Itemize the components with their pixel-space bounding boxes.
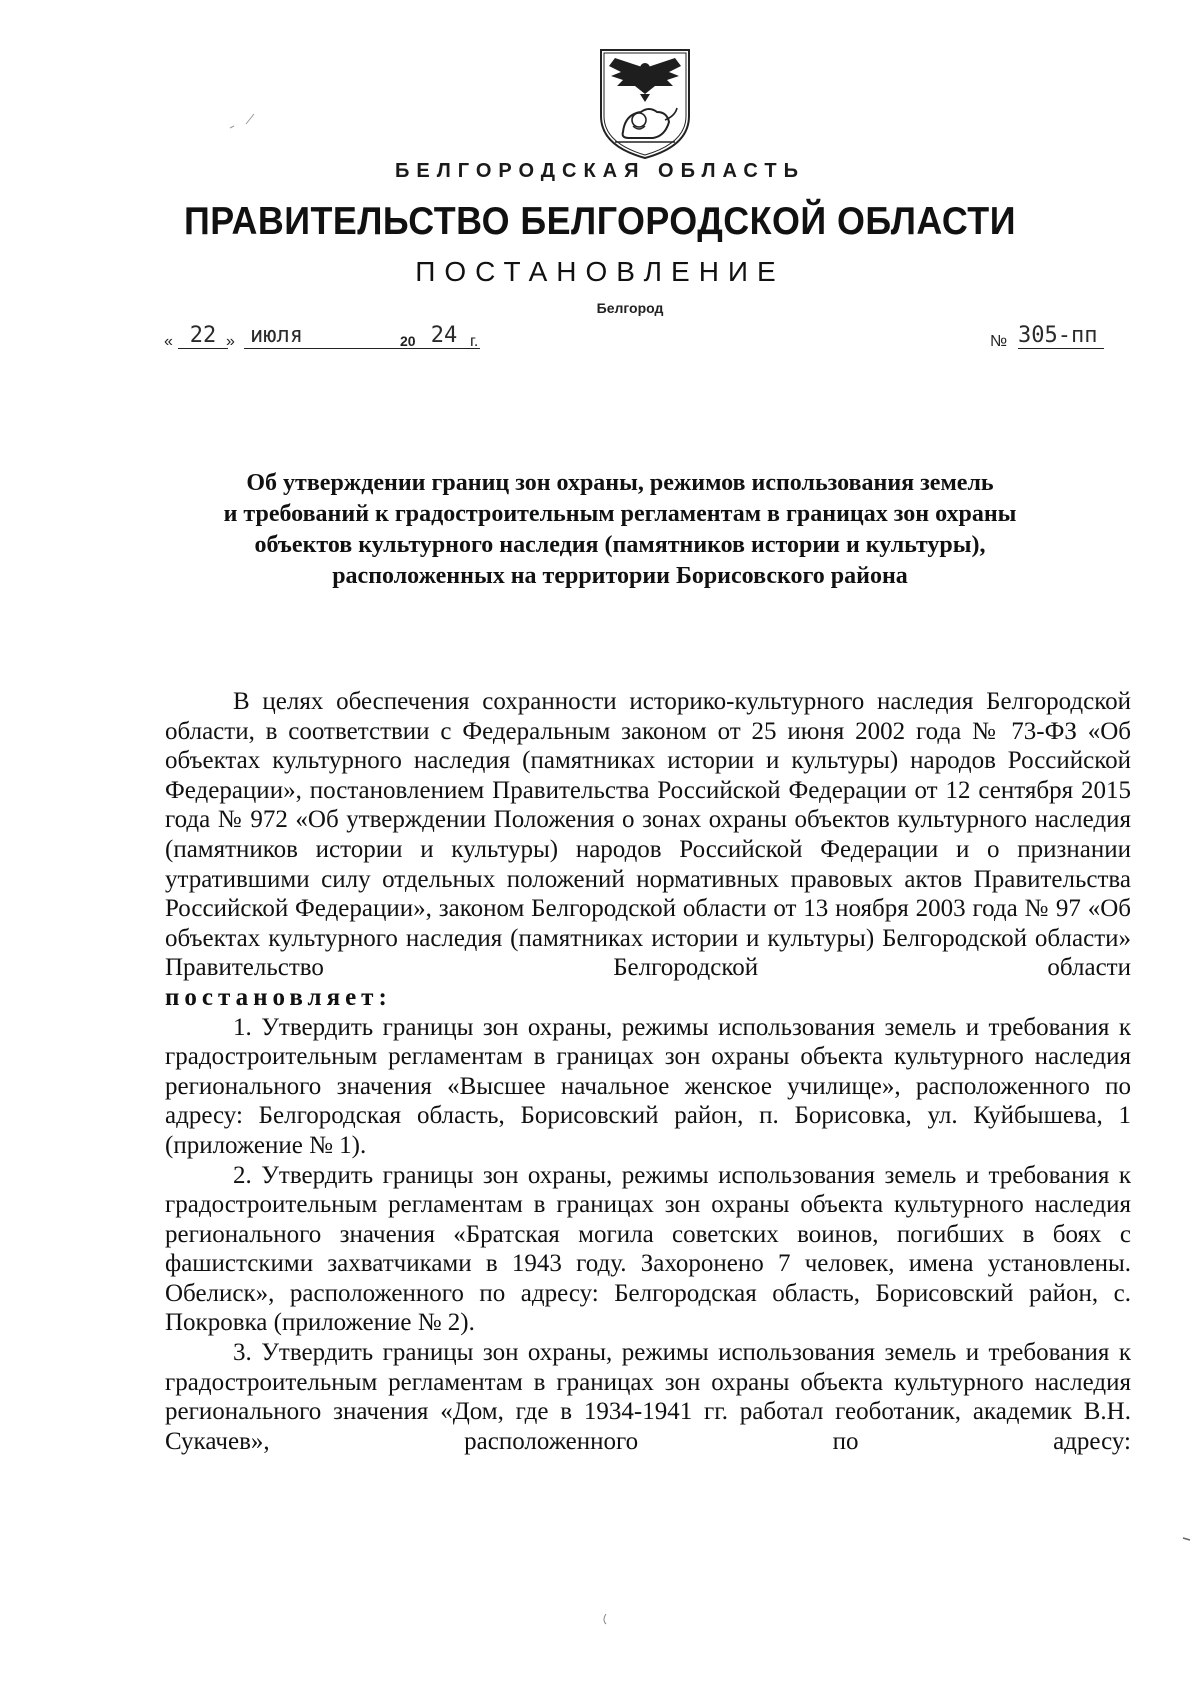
resolves-line (165, 983, 1131, 1013)
clause-paragraph: 2. Утвердить границы зон охраны, режимы использования земель и требования к градостроительным регламентам в границах зон охраны объекта культурного наследия регионального значения «Братская могила советских воинов, погибших в боях с фашистскими захватчиками в 1943 году. Захоронено 7 человек, имена установлены. Обелиск», расположенного по адресу: Белгородская область, Борисовский район, с. Покровка (приложение № 2). (165, 1161, 1131, 1337)
document-body (165, 687, 1131, 1456)
region-name: БЕЛГОРОДСКАЯ ОБЛАСТЬ (395, 160, 805, 182)
date-year: 24 (420, 323, 468, 349)
belgorod-coat-of-arms-icon (595, 46, 695, 162)
document-type: ПОСТАНОВЛЕНИЕ (415, 256, 785, 287)
government-name: ПРАВИТЕЛЬСТВО БЕЛГОРОДСКОЙ ОБЛАСТИ (184, 200, 1016, 243)
number-value: 305-пп (1018, 323, 1104, 349)
title-line: и требований к градостроительным регламентам в границах зон охраны (223, 501, 1017, 527)
number-sign: № (990, 333, 1008, 350)
date-close-quote: » (226, 333, 235, 350)
scan-speck-mark (228, 112, 258, 132)
scan-speck-mark (600, 1612, 612, 1626)
clause-paragraph: 3. Утвердить границы зон охраны, режимы использования земель и требования к градостроительным регламентам в границах зон охраны объекта культурного наследия регионального значения «Дом, где в 1934-1941 гг. работал геоботаник, академик В.Н. Сукачев», расположенного по адресу: (165, 1339, 1131, 1455)
title-line: Об утверждении границ зон охраны, режимов использования земель (246, 470, 994, 496)
clause-paragraph: 1. Утвердить границы зон охраны, режимы использования земель и требования к градостроительным регламентам в границах зон охраны объекта культурного наследия регионального значения «Высшее начальное женское училище», расположенного по адресу: Белгородская область, Борисовский район, п. Борисовка, ул. Куйбышева, 1 (приложение № 1). (165, 1013, 1131, 1159)
city-name: Белгород (596, 300, 664, 316)
title-line: объектов культурного наследия (памятников истории и культуры), (254, 532, 986, 558)
date-year-suffix: г. (470, 333, 479, 350)
resolves-word: постановляет: (165, 983, 392, 1011)
date-month: июля (244, 323, 480, 349)
title-line: расположенных на территории Борисовского района (332, 563, 908, 589)
date-century: 20 (400, 333, 416, 349)
preamble-text: В целях обеспечения сохранности историко-культурного наследия Белгородской области, в соответствии с Федеральным законом от 25 июня 2002 года № 73-ФЗ «Об объектах культурного наследия (памятниках истории и культуры) народов Российской Федерации», постановлением Правительства Российской Федерации от 12 сентября 2015 года № 972 «Об утверждении Положения о зонах охраны объектов культурного наследия (памятников истории и культуры) народов Российской Федерации и о признании утратившими силу отдельных положений нормативных правовых актов Правительства Российской Федерации», законом Белгородской области от 13 ноября 2003 года № 97 «Об объектах культурного наследия (памятниках истории и культуры) Белгородской области» Правительство Белгородской области (165, 688, 1131, 982)
date-open-quote: « (164, 333, 173, 350)
preamble-paragraph (165, 687, 1131, 983)
document-title (160, 468, 1080, 592)
scan-speck-mark (1182, 1534, 1192, 1542)
date-day: 22 (178, 323, 228, 349)
